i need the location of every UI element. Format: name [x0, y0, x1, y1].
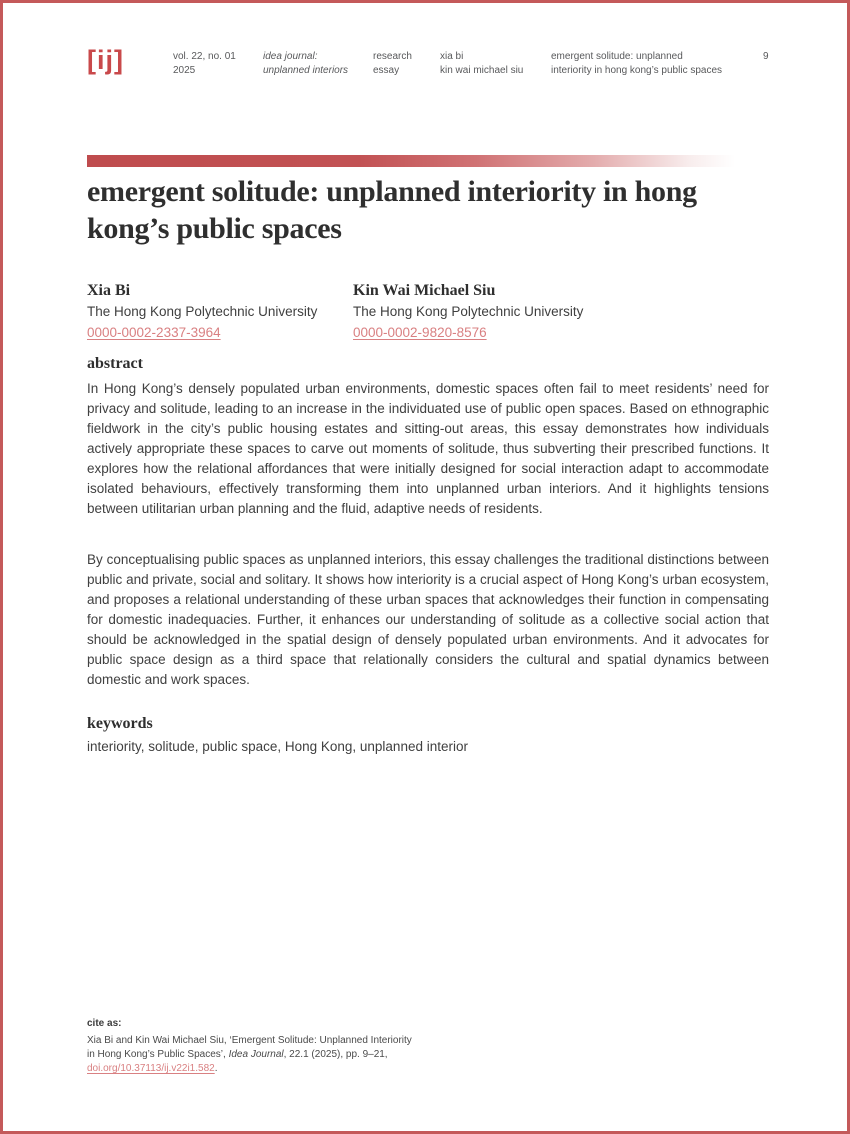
citation-period: .	[214, 1063, 218, 1074]
page-number: 9	[763, 51, 769, 62]
citation-text	[87, 1034, 447, 1076]
abstract-paragraph-1: In Hong Kong’s densely populated urban environments, domestic spaces often fail to meet residents’ need for privacy and solitude, leading to an increase in the individuated use of public open spaces. Based on ethnographic fieldwork in the city’s public housing estates and sitting-out areas, this essay demonstrates how individuals actively appropriate these spaces to carve out moments of solitude, thus subverting their prescribed functions. It explores how the relational affordances that were initially designed for social interaction adapt to accommodate isolated behaviours, effectively transforming them into unplanned urban interiors. And it highlights tensions between utilitarian urban planning and the fluid, adaptive needs of residents.	[87, 381, 769, 516]
keywords-heading: keywords	[87, 715, 153, 732]
header-author-2: kin wai michael siu	[440, 65, 524, 76]
citation-line1: Xia Bi and Kin Wai Michael Siu, ‘Emergent Solitude: Unplanned Interiority	[87, 1035, 412, 1046]
header-journal-name	[263, 50, 348, 78]
doi-link[interactable]: doi.org/10.37113/ij.v22i1.582	[87, 1063, 215, 1074]
article-title: emergent solitude: unplanned interiority in hong kong’s public spaces	[87, 175, 697, 245]
keywords-list: interiority, solitude, public space, Hong Kong, unplanned interior	[87, 739, 468, 754]
header-running-title-line1: emergent solitude: unplanned	[551, 51, 683, 62]
header-authors	[440, 50, 523, 78]
cite-as-heading: cite as:	[87, 1018, 122, 1029]
author-affiliation: The Hong Kong Polytechnic University	[353, 304, 584, 319]
orcid-link[interactable]: 0000-0002-9820-8576	[353, 325, 487, 340]
abstract-heading: abstract	[87, 355, 143, 372]
author-block-1	[87, 280, 347, 342]
header-journal-line2: unplanned interiors	[263, 65, 349, 76]
orcid-link[interactable]: 0000-0002-2337-3964	[87, 325, 221, 340]
citation-line2-pre: in Hong Kong’s Public Spaces’,	[87, 1049, 229, 1060]
header-journal-line1: idea journal:	[263, 51, 318, 62]
header-running-title	[551, 50, 722, 78]
author-affiliation: The Hong Kong Polytechnic University	[87, 304, 318, 319]
header-author-1: xia bi	[440, 51, 464, 62]
journal-logo: [ij]	[87, 45, 124, 75]
header-article-type	[373, 50, 412, 78]
author-name: Xia Bi	[87, 282, 131, 299]
header-type-line2: essay	[373, 65, 400, 76]
citation-line2-post: , 22.1 (2025), pp. 9–21,	[283, 1049, 388, 1060]
citation-journal-name: Idea Journal	[228, 1049, 284, 1060]
author-block-2	[353, 280, 613, 342]
header-volume	[173, 50, 236, 78]
author-name: Kin Wai Michael Siu	[353, 282, 496, 299]
header-type-line1: research	[373, 51, 412, 62]
header-volume-line1: vol. 22, no. 01	[173, 51, 236, 62]
header-volume-line2: 2025	[173, 65, 196, 76]
title-gradient-bar	[87, 155, 735, 167]
abstract-paragraph-2: By conceptualising public spaces as unplanned interiors, this essay challenges the traditional distinctions between public and private, social and solitary. It shows how interiority is a crucial aspect of Hong Kong’s urban ecosystem, and proposes a relational understanding of these urban spaces that acknowledges their function in compensating for domestic inadequacies. Further, it enhances our understanding of solitude as a collective social action that should be acknowledged in the spatial design of densely populated urban environments. And it advocates for public space design as a third space that relationally considers the cultural and spatial dynamics between domestic and work spaces.	[87, 552, 769, 687]
header-running-title-line2: interiority in hong kong’s public spaces	[551, 65, 723, 76]
